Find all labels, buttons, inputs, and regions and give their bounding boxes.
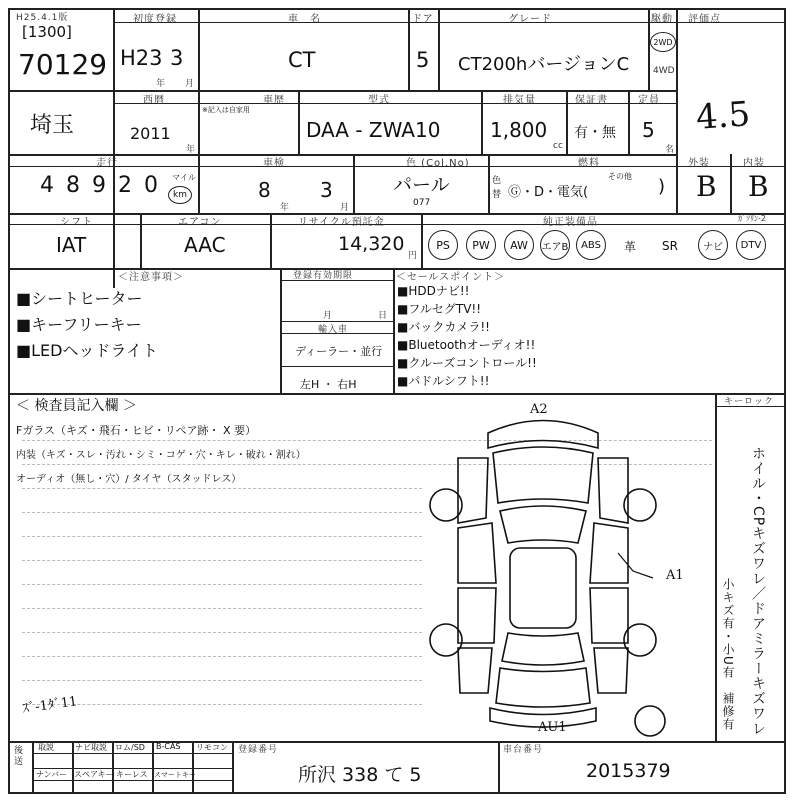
registration-number: 所沢 338 て 5	[298, 764, 422, 786]
mileage-unit-km: km	[168, 186, 192, 204]
shift-value: IAT	[56, 233, 87, 257]
capacity-value: 5	[642, 118, 655, 142]
roof	[510, 548, 576, 628]
inspector-line: 内装（キズ・スレ・汚れ・シミ・コゲ・穴・キレ・破れ・割れ）	[16, 450, 306, 461]
mileage-digit: 9	[92, 173, 106, 198]
venue-code: [1300]	[22, 23, 72, 41]
damage-mark-line	[618, 553, 653, 578]
car-name: CT	[288, 48, 316, 72]
rear-window	[502, 633, 584, 665]
mileage-unit-mile: マイル	[172, 173, 196, 182]
equip-airbag: エアB	[540, 230, 570, 260]
bottom-left-label: 後送	[14, 746, 24, 767]
sales-point: ■HDDナビ!!	[397, 284, 470, 298]
history-note: ※記入は自家用	[202, 106, 250, 114]
header-grade: グレード	[508, 14, 552, 25]
front-bumper	[488, 421, 598, 449]
damage-code-a1: A1	[666, 568, 684, 583]
import-handle: 左H ・ 右H	[300, 378, 357, 391]
left-rear-fender	[458, 648, 492, 693]
hood	[493, 447, 593, 503]
right-rear-door	[590, 588, 628, 643]
equip-aw: AW	[504, 230, 534, 260]
right-rear-fender	[594, 648, 628, 693]
score-value: 4.5	[694, 94, 752, 138]
left-front-fender	[458, 458, 488, 523]
damage-code-a2: A2	[530, 402, 548, 417]
fuel-other-label: その他	[608, 172, 632, 181]
inspector-line: Fガラス（キズ・飛石・ヒビ・リペア跡・ X 要）	[16, 424, 257, 437]
header-door: ドア	[412, 14, 434, 25]
drive-4wd: 4WD	[653, 66, 675, 76]
interior-grade: B	[748, 170, 769, 203]
note-item: ■シートヒーター	[16, 289, 143, 308]
mileage-digit: 2	[118, 173, 132, 198]
header-points: 評価点	[688, 14, 721, 25]
sales-point: ■Bluetoothオーディオ!!	[397, 338, 536, 352]
vertical-note-2: 小キズ有・小U有 補修有	[721, 578, 735, 731]
mileage-digit: 0	[144, 173, 158, 198]
chassis-number: 2015379	[586, 760, 671, 782]
equip-pw: PW	[466, 230, 496, 260]
color-change-label: 色替	[492, 176, 502, 200]
right-front-fender	[598, 458, 628, 523]
displacement-value: 1,800	[490, 118, 548, 142]
header-car-name: 車 名	[288, 14, 321, 25]
spare-wheel	[635, 706, 665, 736]
sales-point: ■バックカメラ!!	[397, 320, 490, 334]
equip-sr: SR	[662, 239, 678, 253]
fuel-options: Ⓖ・D・電気(	[508, 185, 589, 200]
warranty-value: 有・無	[574, 125, 616, 141]
vertical-note-1: ホイル・CPキズワレ／ドアミラーキズワレ	[750, 446, 766, 737]
header-drive: 駆動	[651, 14, 673, 25]
equip-abs: ABS	[576, 230, 606, 260]
color-code: 077	[413, 198, 431, 208]
equip-dtv: DTV	[736, 230, 766, 260]
inspection-month: 3	[320, 178, 333, 202]
first-reg-month: 3	[170, 46, 184, 70]
inspection-year: 8	[258, 178, 271, 202]
equip-leather: 革	[623, 239, 636, 254]
car-damage-diagram	[418, 403, 668, 738]
first-reg-era: H23	[120, 46, 163, 70]
windshield	[500, 506, 586, 543]
drive-2wd: 2WD	[650, 32, 676, 52]
sales-point: ■パドルシフト!!	[397, 374, 490, 388]
note-item: ■LEDヘッドライト	[16, 341, 158, 360]
mileage-digit: 4	[40, 173, 54, 198]
exterior-grade: B	[696, 170, 717, 203]
right-front-door	[590, 523, 628, 583]
sales-point: ■クルーズコントロール!!	[397, 356, 537, 370]
trunk	[496, 668, 590, 707]
inspector-signature: ｽﾞ-1ﾀﾞ11	[21, 694, 79, 717]
region: 埼玉	[30, 113, 75, 138]
auction-sheet: H25.4.1版 初度登録 車 名 ドア グレード 駆動 評価点 [1300] 70129 H23 3 年 月 CT 5 CT200hバージョンC 2WD 4WD 4.5 西暦 車歴 型式 排気量 保証書 定員 埼玉 2011 年 ※記入は自家用 DAA - ZWA10 1,800 cc 有・無 5 名 走行 車検 色 (Col.No) 燃料 外装 内装 4 8 9 2 0 マイル km 8 年 3 月 パール 077 色替 Ⓖ・D・電気( その他 ) B B シフト エアコン リサイクル預託金 純正装備品 ｶﾞｿﾘﾝ-2 IAT AAC 14,320 円 PS PW AW エアB ABS 革 SR ナビ DTV ＜注意事項＞ 登録有効期限 ＜セールスポイント＞ ■シートヒーター ■キーフリーキー ■LEDヘッドライト 月 日 輸入車 ディーラー・並行 左H ・ 右H ■HDDナビ!! ■フルセグTV!! ■バックカメラ!! ■Bluetoothオーディオ!! ■クルーズコントロール!! ■パドルシフト!! ＜ 検査員記入欄 ＞ キーロック Fガラス（キズ・飛石・ヒビ・リペア跡・ X 要） 内装（キズ・スレ・汚れ・シミ・コゲ・穴・キレ・破れ・割れ） オーディオ（無し・穴）/ タイヤ（スタッドレス） ｽﾞ-1ﾀﾞ11 A2 A1 AU1 ホイル・CPキズワレ／ドアミラーキズワレ 小キズ有・小U有 補修有 後送 取説 ナビ取説 ロム/SD B-CAS リモコン ナンバー スペアキー キーレス スマートキー 登録番号 車台番号 所沢 338 て 5 2015379	[8, 8, 786, 794]
mileage-digit: 8	[66, 173, 80, 198]
year-value: 2011	[130, 124, 171, 143]
recycle-value: 14,320	[338, 233, 405, 255]
equip-navi: ナビ	[698, 230, 728, 260]
grade-value: CT200hバージョンC	[458, 54, 630, 75]
header-first-reg: 初度登録	[133, 14, 177, 25]
model-code: DAA - ZWA10	[306, 118, 441, 142]
aircon-value: AAC	[184, 233, 226, 257]
import-dealer: ディーラー・並行	[295, 345, 383, 358]
left-front-door	[458, 523, 496, 583]
left-rear-door	[458, 588, 496, 643]
equip-ps: PS	[428, 230, 458, 260]
inspector-title: ＜ 検査員記入欄 ＞	[16, 398, 137, 414]
color-name: パール	[393, 174, 450, 196]
sales-point: ■フルセグTV!!	[397, 302, 482, 316]
lot-number: 70129	[18, 48, 108, 81]
door-count: 5	[416, 48, 430, 72]
note-item: ■キーフリーキー	[16, 315, 142, 334]
inspector-line: オーディオ（無し・穴）/ タイヤ（スタッドレス）	[16, 474, 242, 485]
damage-code-au1: AU1	[538, 720, 567, 735]
